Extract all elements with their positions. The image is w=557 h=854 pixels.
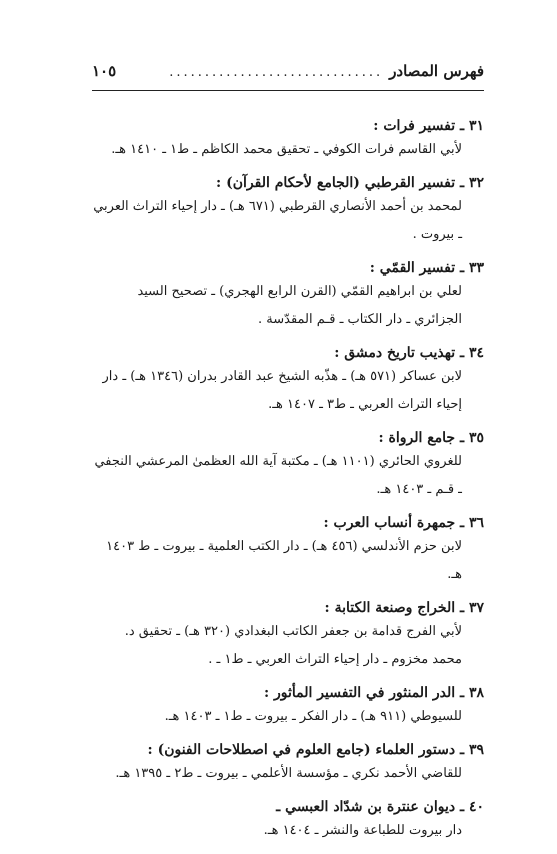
- entry-title: ٣٦ ـ جمهرة أنساب العرب :: [323, 515, 484, 531]
- bibliography-entry: [92, 116, 484, 164]
- bibliography-entry: [92, 343, 484, 419]
- bibliography-entry: [92, 740, 484, 788]
- entry-details: للسيوطي (٩١١ هـ) ـ دار الفكر ـ بيروت ـ ط١ ـ ١٤٠٣ هـ.: [164, 709, 462, 724]
- entry-details: لأبي القاسم فرات الكوفي ـ تحقيق محمد الكاظم ـ ط١ ـ ١٤١٠ هـ.: [111, 142, 462, 157]
- entry-details: للغروي الحائري (١١٠١ هـ) ـ مكتبة آية الله العظمىٰ المرعشي النجفي ـ قـم ـ ١٤٠٣ هـ.: [94, 454, 462, 497]
- entry-details: لأبي الفرج قدامة بن جعفر الكاتب البغدادي (٣٢٠ هـ) ـ تحقيق د. محمد مخزوم ـ دار إحياء التراث العربي ـ ط١ ـ .: [124, 624, 462, 667]
- bibliography-entry: [92, 797, 484, 845]
- entry-title: ٣١ ـ تفسير فرات :: [373, 118, 484, 134]
- leader-dots: ..............................: [169, 65, 384, 80]
- bibliography-entry: [92, 683, 484, 731]
- header-rule: [92, 90, 484, 91]
- entry-details: لمحمد بن أحمد الأنصاري القرطبي (٦٧١ هـ) ـ دار إحياء التراث العربي ـ بيروت .: [93, 199, 462, 242]
- entry-title: ٤٠ ـ ديوان عنترة بن شدّاد العبسي ـ: [276, 799, 484, 815]
- entry-title: ٣٩ ـ دستور العلماء (جامع العلوم في اصطلاحات الفنون) :: [147, 742, 484, 758]
- bibliography-entry: [92, 258, 484, 334]
- entry-title: ٣٥ ـ جامع الرواة :: [378, 430, 484, 446]
- running-header-title: فهرس المصادر: [389, 62, 484, 80]
- page-number: ١٠٥: [92, 62, 117, 80]
- entry-details: لابن حزم الأندلسي (٤٥٦ هـ) ـ دار الكتب العلمية ـ بيروت ـ ط ١٤٠٣ هـ.: [106, 539, 462, 582]
- entry-details: لابن عساكر (٥٧١ هـ) ـ هذّبه الشيخ عبد القادر بدران (١٣٤٦ هـ) ـ دار إحياء التراث العربي ـ ط٣ ـ ١٤٠٧ هـ.: [102, 369, 462, 412]
- entry-title: ٣٢ ـ تفسير القرطبي (الجامع لأحكام القرآن) :: [216, 175, 484, 191]
- bibliography-entry: [92, 428, 484, 504]
- entry-details: دار بيروت للطباعة والنشر ـ ١٤٠٤ هـ.: [263, 823, 462, 838]
- bibliography-entry: [92, 598, 484, 674]
- bibliography-entry: [92, 173, 484, 249]
- bibliography-entry: [92, 513, 484, 589]
- entry-title: ٣٣ ـ تفسير القمّي :: [369, 260, 484, 276]
- bibliography-list: [92, 116, 484, 854]
- running-header: [92, 62, 484, 86]
- entry-title: ٣٨ ـ الدر المنثور في التفسير المأثور :: [263, 685, 484, 701]
- entry-details: لعلي بن ابراهيم القمّي (القرن الرابع الهجري) ـ تصحيح السيد الجزائري ـ دار الكتاب ـ قـم المقدّسة .: [137, 284, 462, 327]
- entry-title: ٣٤ ـ تهذيب تاريخ دمشق :: [334, 345, 484, 361]
- entry-details: للقاضي الأحمد نكري ـ مؤسسة الأعلمي ـ بيروت ـ ط٢ ـ ١٣٩٥ هـ.: [115, 766, 462, 781]
- entry-title: ٣٧ ـ الخراج وصنعة الكتابة :: [324, 600, 484, 616]
